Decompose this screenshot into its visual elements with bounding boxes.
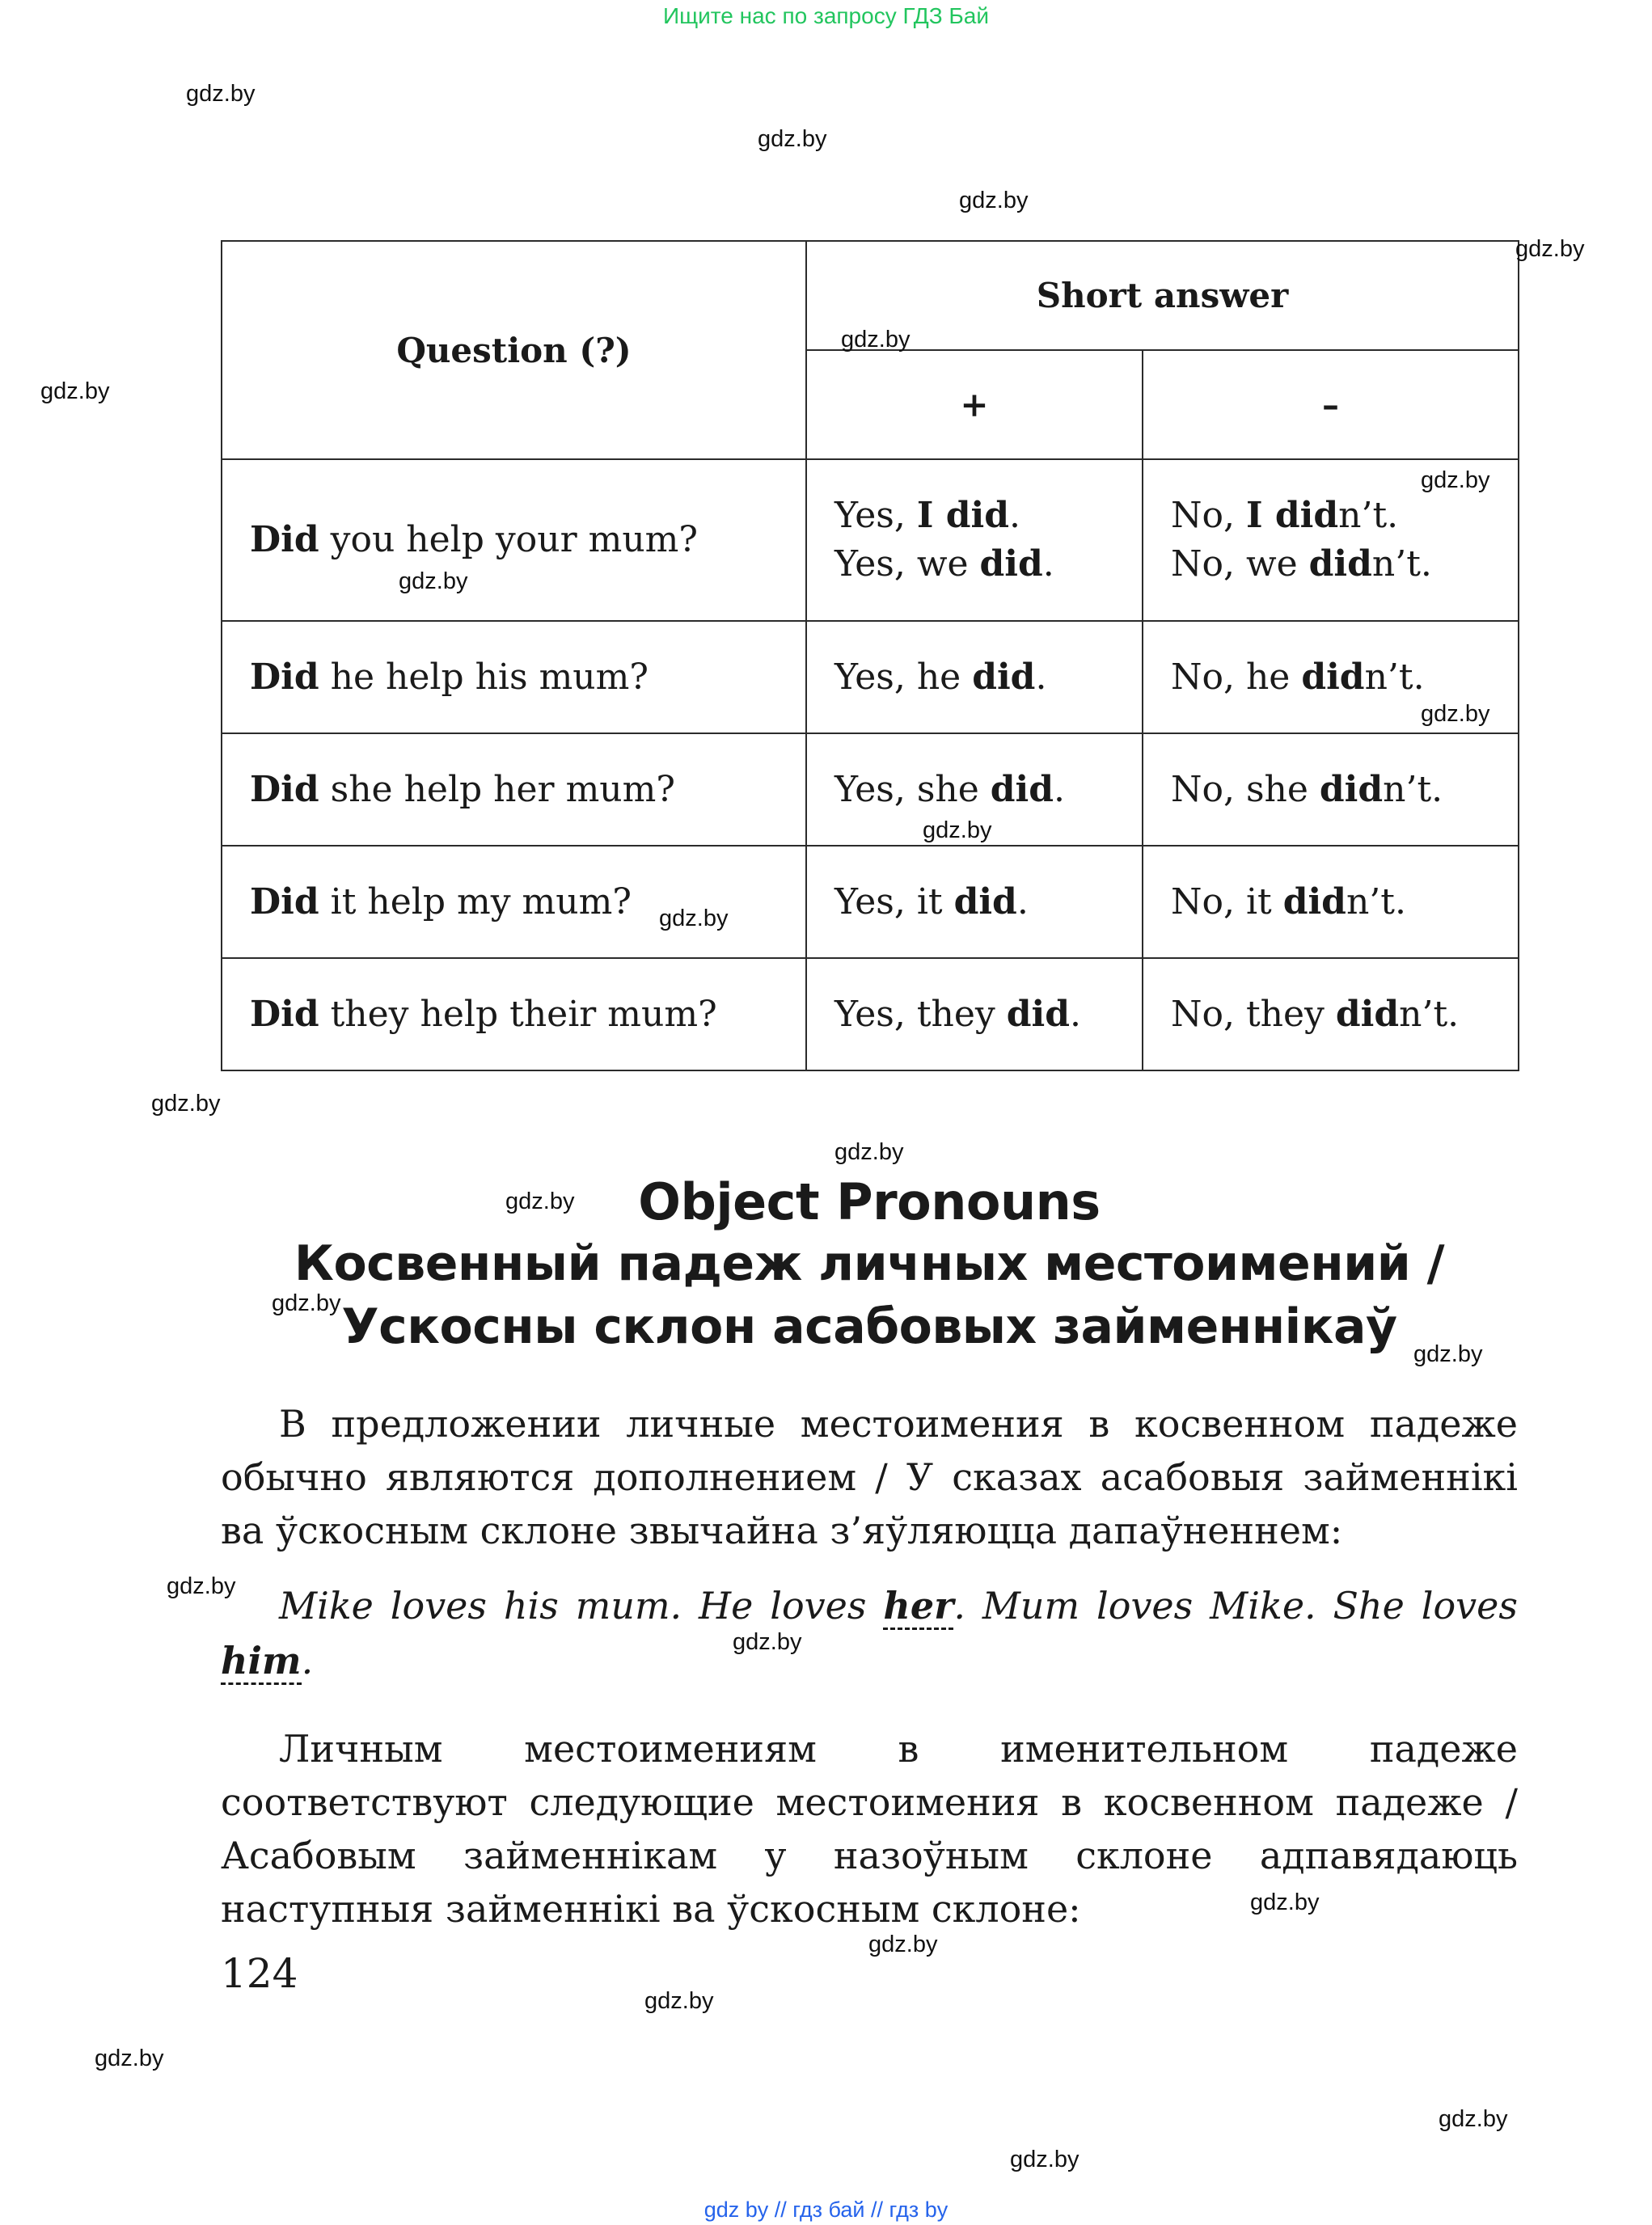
watermark[interactable]: gdz.by <box>151 1091 221 1117</box>
header-question: Question (?) <box>222 241 806 459</box>
paragraph-pronoun-correspondence: Личным местоимениям в именительном падеже соответствуют следующие местоимения в косвенном падеже / Асабовым займеннікам у назоўным склоне адпавядаюць наступныя займеннікі ва ўскосным склоне: <box>221 1727 1518 1931</box>
positive-answer-cell: Yes, it did. <box>806 846 1143 958</box>
top-banner[interactable]: Ищите нас по запросу ГДЗ Бай <box>662 3 990 28</box>
negative-answer-cell: No, it didn’t. <box>1143 846 1519 958</box>
watermark[interactable]: gdz.by <box>868 1932 938 1957</box>
section-title-by: Ускосны склон асабовых займеннікаў <box>341 1298 1397 1355</box>
negative-answer-cell: No, he didn’t. <box>1143 621 1519 733</box>
table-row <box>222 621 1519 733</box>
watermark[interactable]: gdz.by <box>1250 1889 1320 1915</box>
watermark[interactable]: gdz.by <box>644 1988 714 2014</box>
positive-answer-cell: Yes, I did. Yes, we did. <box>806 459 1143 621</box>
watermark[interactable]: gdz.by <box>272 1290 341 1316</box>
watermark[interactable]: gdz.by <box>1515 236 1585 262</box>
section-title-ru: Косвенный падеж личных местоимений / <box>294 1235 1445 1292</box>
watermark[interactable]: gdz.by <box>1421 467 1490 493</box>
question-cell: Did he help his mum? <box>222 621 806 733</box>
footer-links[interactable]: gdz by // гдз бай // гдз by <box>703 2198 949 2222</box>
positive-answer-cell: Yes, she did. <box>806 733 1143 846</box>
watermark[interactable]: gdz.by <box>40 378 110 404</box>
positive-answer-cell: Yes, they did. <box>806 958 1143 1070</box>
example-sentence: Mike loves his mum. He loves her. Mum loves Mike. She loves him. <box>221 1578 1518 1688</box>
header-minus: – <box>1143 350 1519 459</box>
paragraph-object-pronoun-role: В предложении личные местоимения в косвенном падеже обычно являются дополнением / У сказах асабовыя займеннікі ва ўскосным склоне звычайна з’яўляюцца дапаўненнем: <box>221 1402 1518 1552</box>
watermark[interactable]: gdz.by <box>733 1629 802 1655</box>
example-her: her <box>883 1584 953 1630</box>
watermark[interactable]: gdz.by <box>923 817 992 843</box>
watermark[interactable]: gdz.by <box>758 126 827 152</box>
watermark[interactable]: gdz.by <box>95 2046 164 2071</box>
question-cell: Did she help her mum? <box>222 733 806 846</box>
table-row <box>222 733 1519 846</box>
watermark[interactable]: gdz.by <box>659 906 729 931</box>
example-him: him <box>221 1639 302 1685</box>
table-row <box>222 459 1519 621</box>
table-row <box>222 958 1519 1070</box>
watermark[interactable]: gdz.by <box>841 327 911 353</box>
header-short-answer: Short answer <box>806 241 1519 350</box>
watermark[interactable]: gdz.by <box>959 188 1029 213</box>
watermark[interactable]: gdz.by <box>186 81 256 107</box>
watermark[interactable]: gdz.by <box>834 1139 904 1165</box>
negative-answer-cell: No, they didn’t. <box>1143 958 1519 1070</box>
page-number: 124 <box>221 1950 298 1997</box>
section-title-en: Object Pronouns <box>638 1172 1101 1231</box>
negative-answer-cell: No, I didn’t. No, we didn’t. <box>1143 459 1519 621</box>
question-cell: Did you help your mum? <box>222 459 806 621</box>
watermark[interactable]: gdz.by <box>167 1573 236 1599</box>
watermark[interactable]: gdz.by <box>1010 2147 1080 2172</box>
watermark[interactable]: gdz.by <box>1421 701 1490 727</box>
did-questions-table <box>221 240 1519 1071</box>
positive-answer-cell: Yes, he did. <box>806 621 1143 733</box>
watermark[interactable]: gdz.by <box>505 1188 575 1214</box>
header-plus: + <box>806 350 1143 459</box>
watermark[interactable]: gdz.by <box>399 568 468 594</box>
question-cell: Did it help my mum? <box>222 846 806 958</box>
question-cell: Did they help their mum? <box>222 958 806 1070</box>
watermark[interactable]: gdz.by <box>1413 1341 1483 1367</box>
negative-answer-cell: No, she didn’t. <box>1143 733 1519 846</box>
table-row <box>222 846 1519 958</box>
watermark[interactable]: gdz.by <box>1439 2106 1508 2132</box>
